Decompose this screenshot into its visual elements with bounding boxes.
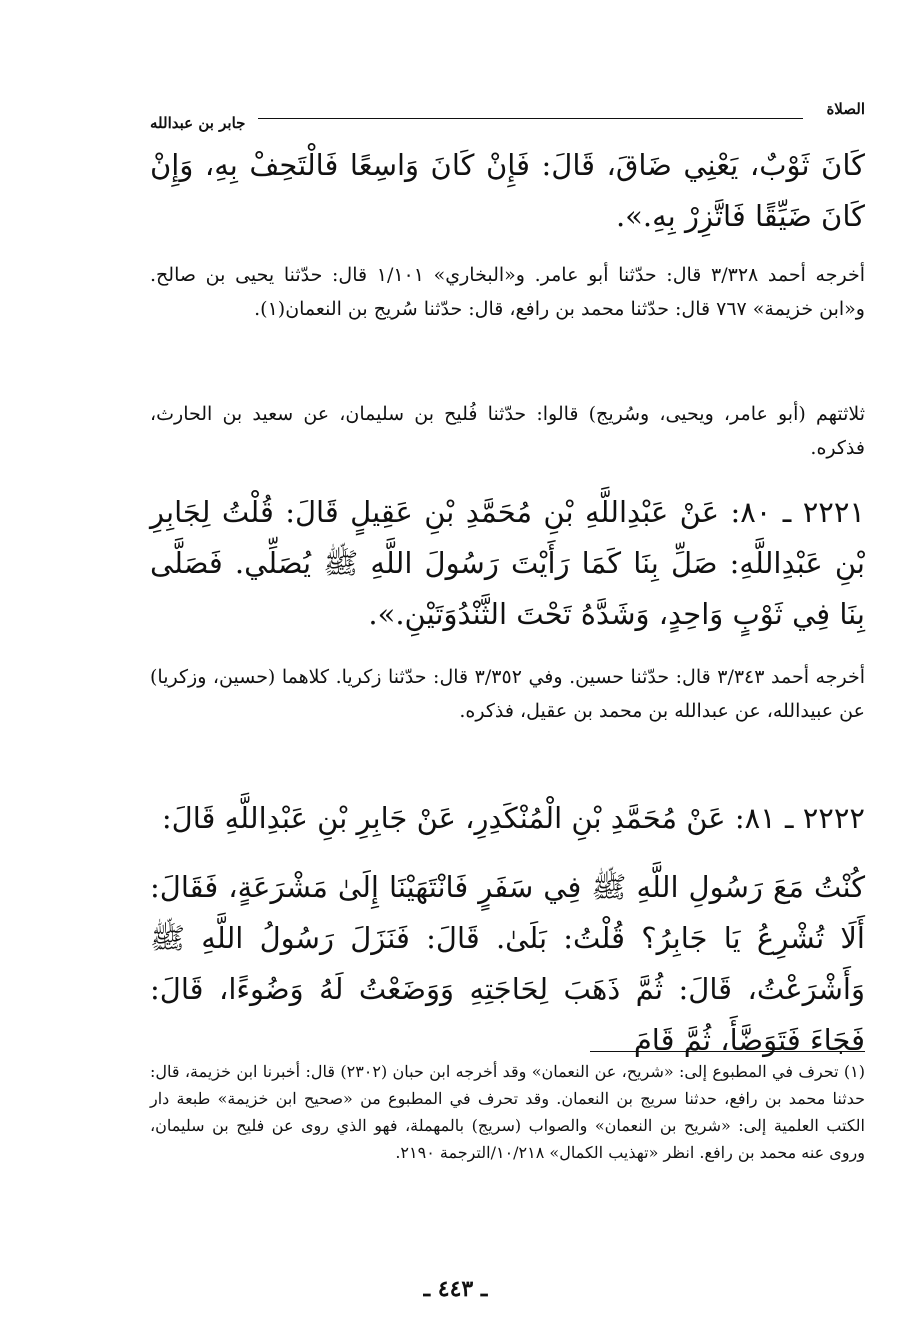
header-section-title: الصلاة: [826, 100, 865, 118]
page-number: ـ ٤٤٣ ـ: [423, 1276, 488, 1302]
takhrij-1: أخرجه أحمد ٣/٣٢٨ قال: حدّثنا أبو عامر. و«البخاري» ١/١٠١ قال: حدّثنا يحيى بن صالح. و«ابن خزيمة» ٧٦٧ قال: حدّثنا محمد بن رافع، قال: حدّثنا سُريج بن النعمان(١).: [150, 264, 865, 320]
header-rule: [258, 118, 803, 119]
hadith-2222-body: كُنْتُ مَعَ رَسُولِ اللَّهِ ﷺ فِي سَفَرٍ فَانْتَهَيْنَا إِلَىٰ مَشْرَعَةٍ، فَقَالَ: أَلَا تُشْرِعُ يَا جَابِرُ؟ قُلْتُ: بَلَىٰ. قَالَ: فَنَزَلَ رَسُولُ اللَّهِ ﷺ وَأَشْرَعْتُ، قَالَ: ثُمَّ ذَهَبَ لِحَاجَتِهِ وَوَضَعْتُ لَهُ وَضُوءًا، قَالَ: فَجَاءَ فَتَوَضَّأَ، ثُمَّ قَامَ: [150, 870, 865, 1057]
hadith-2221: ٢٢٢١ ـ ٨٠: عَنْ عَبْدِاللَّهِ بْنِ مُحَمَّدِ بْنِ عَقِيلٍ قَالَ: قُلْتُ لِجَابِرِ بْنِ عَبْدِاللَّهِ: صَلِّ بِنَا كَمَا رَأَيْتَ رَسُولَ اللَّهِ ﷺ يُصَلِّي. فَصَلَّى بِنَا فِي ثَوْبٍ وَاحِدٍ، وَشَدَّهُ تَحْتَ الثَّنْدُوَتَيْنِ.».: [150, 495, 865, 631]
takhrij-2: ثلاثتهم (أبو عامر، ويحيى، وسُريج) قالوا: حدّثنا فُليح بن سليمان، عن سعيد بن الحارث، فذكره.: [150, 403, 865, 459]
header-chapter-title: جابر بن عبدالله: [150, 114, 246, 132]
footnote-1: (١) تحرف في المطبوع إلى: «شريح، عن النعمان» وقد أخرجه ابن حبان (٢٣٠٢) قال: أخبرنا ابن خزيمة، قال: حدثنا محمد بن رافع، حدثنا سريج بن النعمان. وقد تحرف في المطبوع من «صحيح ابن خزيمة» طبعة دار الكتب العلمية إلى: «شريح بن النعمان» والصواب (سريج) بالمهملة، فهو الذي روى عن فليح بن سليمان، وروى عنه محمد بن رافع. انظر «تهذيب الكمال» ١٠/٢١٨/الترجمة ٢١٩٠.: [150, 1062, 866, 1162]
hadith-2222-heading: ٢٢٢٢ ـ ٨١: عَنْ مُحَمَّدِ بْنِ الْمُنْكَدِرِ، عَنْ جَابِرِ بْنِ عَبْدِاللَّهِ قَالَ:: [161, 801, 865, 835]
running-header: [150, 100, 865, 136]
takhrij-3: أخرجه أحمد ٣/٣٤٣ قال: حدّثنا حسين. وفي ٣/٣٥٢ قال: حدّثنا زكريا. كلاهما (حسين، وزكريا) عن عبيدالله، عن عبدالله بن محمد بن عقيل، فذكره.: [150, 666, 865, 722]
footnote-rule: [590, 1051, 865, 1052]
hadith-continued: كَانَ ثَوْبٌ، يَعْنِي ضَاقَ، قَالَ: فَإِنْ كَانَ وَاسِعًا فَالْتَحِفْ بِهِ، وَإِنْ كَانَ ضَيِّقًا فَاتَّزِرْ بِهِ.».: [150, 148, 865, 233]
